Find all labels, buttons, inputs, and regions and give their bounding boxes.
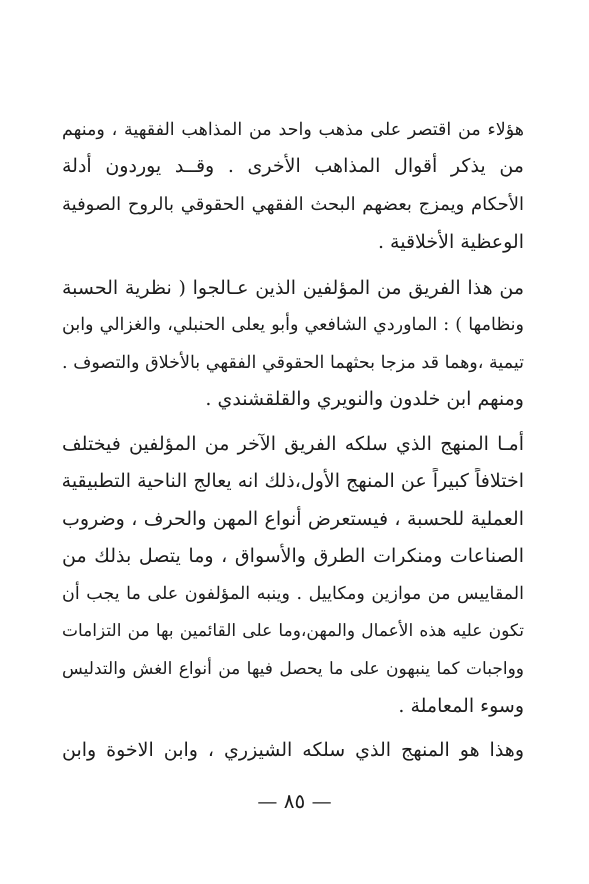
text-line: هؤلاء من اقتصر على مذهب واحد من المذاهب الفقهية ، ومنهم	[62, 120, 524, 140]
text-line: من يذكر أقوال المذاهب الأخرى . وقــد يوردون أدلة	[62, 155, 524, 177]
text-line: وواجبات كما ينبهون على ما يحصل فيها من أنواع الغش والتدليس	[62, 659, 524, 679]
text-line: وسوء المعاملة .	[398, 695, 524, 717]
text-line: ومنهم ابن خلدون والنويري والقلقشندي .	[205, 388, 524, 410]
text-line: العملية للحسبة ، فيستعرض أنواع المهن والحرف ، وضروب	[62, 508, 524, 530]
page-number: — ٨٥ —	[257, 789, 332, 813]
text-line: أمـا المنهج الذي سلكه الفريق الآخر من المؤلفين فيختلف	[62, 433, 524, 455]
text-line: تكون عليه هذه الأعمال والمهن،وما على القائمين بها من التزامات	[62, 621, 524, 641]
text-line: اختلافاً كبيراً عن المنهج الأول،ذلك انه يعالج الناحية التطبيقية	[62, 470, 524, 492]
text-line: من هذا الفريق من المؤلفين الذين عـالجوا ( نظرية الحسبة	[62, 277, 524, 299]
text-line: المقاييس من موازين ومكاييل . وينبه المؤلفون على ما يجب أن	[62, 584, 524, 604]
text-line: ونظامها ) : الماوردي الشافعي وأبو يعلى الحنبلي، والغزالي وابن	[62, 315, 524, 335]
text-line: الأحكام ويمزج بعضهم البحث الفقهي الحقوقي بالروح الصوفية	[62, 194, 524, 215]
text-line: وهذا هو المنهج الذي سلكه الشيزري ، وابن الاخوة وابن	[62, 739, 524, 761]
text-line: الوعظية الأخلاقية .	[377, 231, 524, 253]
text-line: الصناعات ومنكرات الطرق والأسواق ، وما يتصل بذلك من	[62, 545, 524, 567]
text-line: تيمية ،وهما قد مزجا بحثهما الحقوقي الفقهي بالأخلاق والتصوف .	[62, 353, 524, 373]
